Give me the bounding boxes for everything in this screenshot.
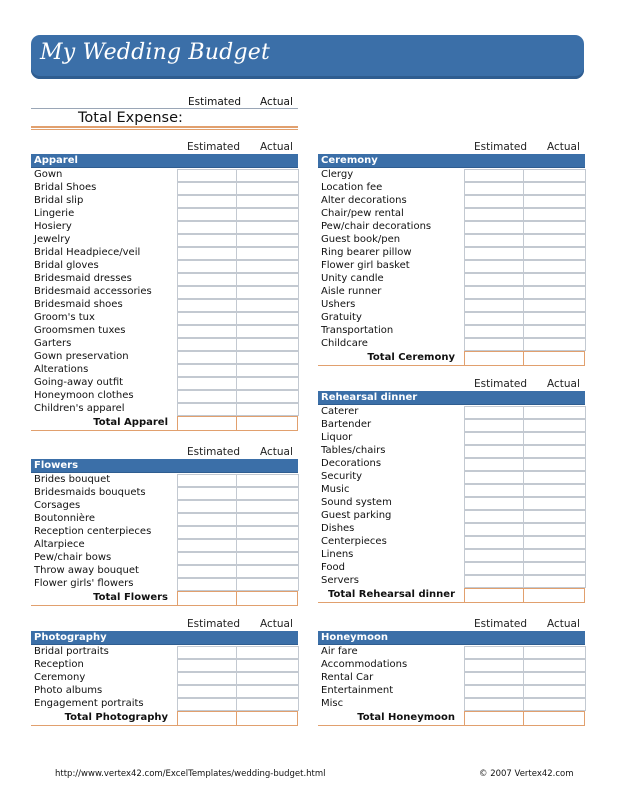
budget-row xyxy=(31,194,298,207)
total-actual-cell xyxy=(523,351,585,366)
total-actual-cell xyxy=(523,711,585,726)
row-label: Caterer xyxy=(321,406,359,417)
budget-row xyxy=(31,512,298,525)
total-label: Total Honeymoon xyxy=(357,712,455,723)
divider xyxy=(31,129,298,130)
actual-header: Actual xyxy=(547,378,580,390)
row-label: Garters xyxy=(34,338,72,349)
budget-row xyxy=(318,535,585,548)
estimated-header: Estimated xyxy=(187,618,241,630)
row-label: Bridal Headpiece/veil xyxy=(34,247,141,258)
divider xyxy=(31,108,298,109)
row-label: Alterations xyxy=(34,364,89,375)
budget-row xyxy=(318,574,585,587)
estimated-header: Estimated xyxy=(474,378,528,390)
section-title: Photography xyxy=(31,631,298,645)
budget-row xyxy=(31,311,298,324)
budget-row xyxy=(31,645,298,658)
section-flowers xyxy=(31,445,298,606)
total-actual-cell xyxy=(523,588,585,603)
budget-row xyxy=(31,168,298,181)
estimated-header: Estimated xyxy=(188,96,242,108)
actual-header: Actual xyxy=(260,141,293,153)
budget-row xyxy=(31,402,298,415)
row-label: Chair/pew rental xyxy=(321,208,404,219)
row-label: Bridal Shoes xyxy=(34,182,97,193)
actual-header: Actual xyxy=(547,618,580,630)
budget-row xyxy=(318,298,585,311)
page-title: My Wedding Budget xyxy=(40,40,270,65)
title-banner xyxy=(31,35,584,79)
budget-row xyxy=(318,418,585,431)
budget-row xyxy=(318,233,585,246)
budget-row xyxy=(318,431,585,444)
budget-row xyxy=(318,684,585,697)
row-label: Bartender xyxy=(321,419,372,430)
row-label: Hosiery xyxy=(34,221,72,232)
row-label: Unity candle xyxy=(321,273,384,284)
row-label: Transportation xyxy=(321,325,394,336)
section-title: Flowers xyxy=(31,459,298,473)
row-label: Pew/chair decorations xyxy=(321,221,432,232)
budget-row xyxy=(318,220,585,233)
budget-row xyxy=(31,350,298,363)
section-title: Ceremony xyxy=(318,154,585,168)
row-label: Security xyxy=(321,471,363,482)
budget-row xyxy=(318,522,585,535)
budget-row xyxy=(318,337,585,350)
row-label: Ceremony xyxy=(34,672,86,683)
budget-row xyxy=(318,658,585,671)
section-rehearsal-dinner xyxy=(318,377,585,603)
actual-header: Actual xyxy=(547,141,580,153)
section-title: Rehearsal dinner xyxy=(318,391,585,405)
total-estimated-cell xyxy=(464,588,523,603)
budget-row xyxy=(31,233,298,246)
row-label: Ring bearer pillow xyxy=(321,247,412,258)
row-label: Engagement portraits xyxy=(34,698,144,709)
row-label: Aisle runner xyxy=(321,286,382,297)
total-label: Total Apparel xyxy=(93,417,168,428)
total-estimated-cell xyxy=(177,416,236,431)
divider xyxy=(318,365,585,366)
row-label: Guest parking xyxy=(321,510,392,521)
budget-row xyxy=(31,389,298,402)
budget-row xyxy=(31,658,298,671)
budget-row xyxy=(31,684,298,697)
row-label: Linens xyxy=(321,549,354,560)
budget-row xyxy=(31,525,298,538)
total-expense-block xyxy=(31,96,298,130)
actual-header: Actual xyxy=(260,96,293,108)
row-label: Bridal gloves xyxy=(34,260,99,271)
budget-row xyxy=(318,181,585,194)
divider xyxy=(31,126,298,128)
budget-row xyxy=(318,168,585,181)
row-label: Gratuity xyxy=(321,312,362,323)
row-label: Music xyxy=(321,484,350,495)
total-estimated-cell xyxy=(464,711,523,726)
divider xyxy=(318,725,585,726)
total-row xyxy=(31,710,298,726)
budget-row xyxy=(318,457,585,470)
budget-row xyxy=(318,561,585,574)
actual-header: Actual xyxy=(260,618,293,630)
budget-row xyxy=(318,548,585,561)
row-label: Guest book/pen xyxy=(321,234,401,245)
row-label: Lingerie xyxy=(34,208,75,219)
row-label: Throw away bouquet xyxy=(34,565,139,576)
row-label: Reception xyxy=(34,659,84,670)
row-label: Location fee xyxy=(321,182,383,193)
row-label: Flower girl basket xyxy=(321,260,410,271)
section-title: Honeymoon xyxy=(318,631,585,645)
row-label: Photo albums xyxy=(34,685,103,696)
budget-row xyxy=(31,181,298,194)
row-label: Entertainment xyxy=(321,685,394,696)
total-row xyxy=(318,350,585,366)
total-row xyxy=(318,710,585,726)
total-actual-cell xyxy=(236,711,298,726)
row-label: Liquor xyxy=(321,432,353,443)
budget-row xyxy=(318,194,585,207)
total-row xyxy=(318,587,585,603)
row-label: Gown preservation xyxy=(34,351,129,362)
row-label: Alter decorations xyxy=(321,195,407,206)
total-row xyxy=(31,415,298,431)
total-row xyxy=(31,590,298,606)
budget-row xyxy=(31,324,298,337)
budget-row xyxy=(31,671,298,684)
divider xyxy=(318,602,585,603)
row-label: Air fare xyxy=(321,646,358,657)
row-label: Bridal portraits xyxy=(34,646,109,657)
budget-row xyxy=(318,444,585,457)
budget-row xyxy=(31,551,298,564)
budget-row xyxy=(31,272,298,285)
budget-row xyxy=(318,272,585,285)
row-label: Boutonnière xyxy=(34,513,96,524)
total-actual-cell xyxy=(236,591,298,606)
budget-row xyxy=(318,311,585,324)
row-label: Children's apparel xyxy=(34,403,125,414)
budget-row xyxy=(31,363,298,376)
budget-row xyxy=(31,259,298,272)
row-label: Sound system xyxy=(321,497,392,508)
total-estimated-cell xyxy=(464,351,523,366)
total-label: Total Rehearsal dinner xyxy=(327,589,455,600)
budget-row xyxy=(318,324,585,337)
budget-row xyxy=(31,473,298,486)
total-label: Total Ceremony xyxy=(367,352,455,363)
column-headers xyxy=(318,617,585,631)
row-label: Pew/chair bows xyxy=(34,552,112,563)
column-headers xyxy=(318,140,585,154)
total-expense-label: Total Expense: xyxy=(78,110,183,126)
total-label: Total Flowers xyxy=(93,592,168,603)
row-label: Bridal slip xyxy=(34,195,84,206)
row-label: Jewelry xyxy=(34,234,71,245)
budget-row xyxy=(318,207,585,220)
row-label: Corsages xyxy=(34,500,81,511)
row-label: Bridesmaid dresses xyxy=(34,273,132,284)
section-honeymoon xyxy=(318,617,585,726)
row-label: Flower girls' flowers xyxy=(34,578,134,589)
footer-url-link[interactable]: http://www.vertex42.com/ExcelTemplates/wedding-budget.html xyxy=(55,769,326,779)
budget-row xyxy=(31,486,298,499)
row-label: Decorations xyxy=(321,458,382,469)
budget-row xyxy=(318,671,585,684)
row-label: Food xyxy=(321,562,345,573)
budget-row xyxy=(31,337,298,350)
section-ceremony xyxy=(318,140,585,366)
divider xyxy=(31,725,298,726)
total-estimated-cell xyxy=(177,591,236,606)
total-actual-cell xyxy=(236,416,298,431)
section-apparel xyxy=(31,140,298,431)
section-title: Apparel xyxy=(31,154,298,168)
row-label: Bridesmaid shoes xyxy=(34,299,123,310)
budget-row xyxy=(31,564,298,577)
budget-row xyxy=(318,483,585,496)
column-headers xyxy=(31,445,298,459)
divider xyxy=(31,605,298,606)
budget-row xyxy=(31,298,298,311)
budget-row xyxy=(31,376,298,389)
row-label: Ushers xyxy=(321,299,356,310)
budget-row xyxy=(31,697,298,710)
budget-row xyxy=(31,220,298,233)
row-label: Brides bouquet xyxy=(34,474,111,485)
budget-row xyxy=(31,207,298,220)
column-headers xyxy=(31,617,298,631)
total-estimated-cell xyxy=(177,711,236,726)
row-label: Reception centerpieces xyxy=(34,526,152,537)
row-label: Altarpiece xyxy=(34,539,85,550)
estimated-header: Estimated xyxy=(474,141,528,153)
row-label: Rental Car xyxy=(321,672,374,683)
estimated-header: Estimated xyxy=(187,141,241,153)
row-label: Childcare xyxy=(321,338,368,349)
footer-copyright: © 2007 Vertex42.com xyxy=(479,769,574,779)
row-label: Servers xyxy=(321,575,360,586)
column-headers xyxy=(31,140,298,154)
row-label: Clergy xyxy=(321,169,354,180)
row-label: Groom's tux xyxy=(34,312,95,323)
column-headers xyxy=(318,377,585,391)
budget-row xyxy=(318,645,585,658)
estimated-header: Estimated xyxy=(474,618,528,630)
row-label: Groomsmen tuxes xyxy=(34,325,126,336)
row-label: Accommodations xyxy=(321,659,408,670)
section-photography xyxy=(31,617,298,726)
budget-row xyxy=(318,697,585,710)
row-label: Gown xyxy=(34,169,63,180)
divider xyxy=(31,430,298,431)
estimated-header: Estimated xyxy=(187,446,241,458)
row-label: Tables/chairs xyxy=(321,445,386,456)
budget-row xyxy=(318,259,585,272)
actual-header: Actual xyxy=(260,446,293,458)
budget-row xyxy=(318,496,585,509)
row-label: Centerpieces xyxy=(321,536,387,547)
total-label: Total Photography xyxy=(64,712,168,723)
budget-row xyxy=(31,538,298,551)
budget-row xyxy=(31,499,298,512)
row-label: Honeymoon clothes xyxy=(34,390,134,401)
budget-row xyxy=(318,509,585,522)
row-label: Going-away outfit xyxy=(34,377,124,388)
row-label: Bridesmaids bouquets xyxy=(34,487,146,498)
budget-row xyxy=(31,246,298,259)
budget-row xyxy=(318,405,585,418)
budget-row xyxy=(31,285,298,298)
row-label: Misc xyxy=(321,698,344,709)
row-label: Dishes xyxy=(321,523,355,534)
budget-row xyxy=(318,285,585,298)
row-label: Bridesmaid accessories xyxy=(34,286,152,297)
budget-row xyxy=(318,246,585,259)
budget-row xyxy=(318,470,585,483)
budget-row xyxy=(31,577,298,590)
